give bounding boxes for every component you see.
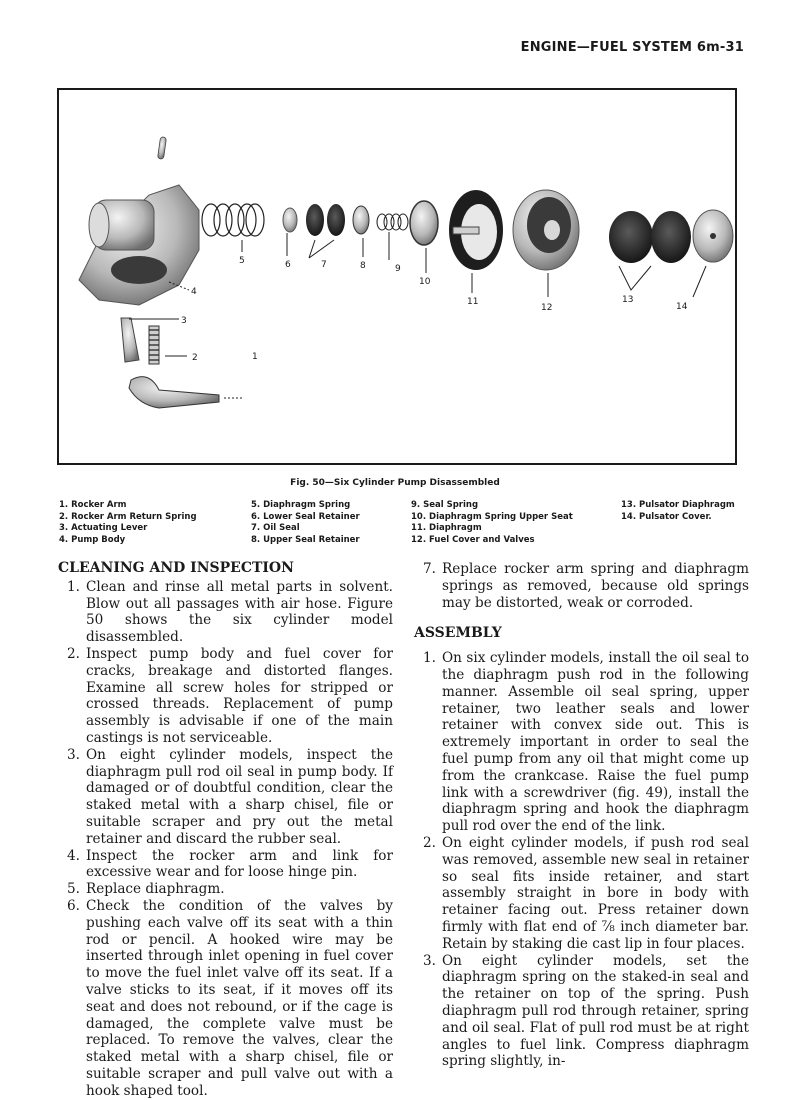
diaphragm-upper-seat-part [410,201,438,245]
legend-item: 8. Upper Seal Retainer [251,534,360,545]
legend-item: 2. Rocker Arm Return Spring [59,511,197,522]
oil-seal-part [306,204,324,236]
callout-10: 10 [419,277,431,287]
cleaning-step [58,848,393,882]
cleaning-step [58,898,393,1100]
step-text: On eight cylinder models, set the diaphragm spring on the staked-in seal and the retainer on top of the spring. Push diaphragm pull rod through retainer, spring and oil seal. Flat of pull rod must be at right angles to fuel link. Compress diaphragm spring slightly, in- [442,952,749,1070]
legend-item: 4. Pump Body [59,534,126,545]
legend-item: 14. Pulsator Cover. [621,511,712,522]
callout-12: 12 [541,303,553,313]
figure-50-frame [57,88,737,465]
callout-13: 13 [622,295,634,305]
callout-5: 5 [239,256,245,266]
right-column [414,561,749,1070]
pulsator-diaphragm-part [651,211,691,263]
figure-legend-col-2 [251,500,360,546]
callout-8: 8 [360,261,366,271]
figure-legend-col-3 [411,500,573,546]
figure-legend-col-1 [59,500,197,546]
callout-9: 9 [395,264,401,274]
legend-item: 9. Seal Spring [411,500,479,510]
step-text: Check the condition of the valves by pushing each valve off its seat with a thin rod or pencil. A hooked wire may be inserted through inlet opening in fuel cover to move the fuel inlet valve off its seat. If a valve sticks to its seat, if it moves off its seat and does not rebound, or if the cage is damaged, the complete valve must be replaced. To remove the valves, clear the staked metal with a sharp chisel, file or suitable scraper and pull valve out with a hook shaped tool. [86,897,393,1099]
cleaning-step [414,561,749,611]
step-number: 7. [423,561,436,577]
cleaning-step [58,747,393,848]
cleaning-step [58,579,393,646]
cleaning-step [58,881,393,898]
actuating-lever-part [121,318,139,362]
diaphragm-spring-part [202,204,264,236]
step-text: Inspect the rocker arm and link for excessive wear and for loose hinge pin. [86,847,393,881]
rocker-arm-part [129,377,219,408]
upper-seal-retainer-part [353,206,369,234]
step-text: On eight cylinder models, if push rod seal was removed, assemble new seal in retainer so seal fits inside retainer, and start assembly straight in bore in body with retainer facing out. Press retainer down firmly with flat end of ⅞ inch diameter bar. Retain by staking die cast lip in four places. [442,834,749,952]
step-number: 6. [67,897,80,914]
step-text: On six cylinder models, install the oil seal to the diaphragm push rod in the following manner. Assemble oil seal spring, upper retainer, two leather seals and lower retainer with convex side out. This is extremely important in order to seal the fuel pump from any oil that might come up from the crankcase. Raise the fuel pump link with a screwdriver (fig. 49), install the diaphragm spring and hook the diaphragm pull rod over the end of the link. [442,650,749,835]
step-text: On eight cylinder models, inspect the diaphragm pull rod oil seal in pump body. If damaged or of doubtful condition, clear the staked metal with a sharp chisel, file or suitable scraper and pry out the metal retainer and discard the rubber seal. [86,746,393,847]
step-number: 2. [67,645,80,662]
legend-item: 3. Actuating Lever [59,523,148,533]
step-text: Replace rocker arm spring and diaphragm springs as removed, because old springs may be distorted, weak or corroded. [442,561,749,611]
assembly-step [414,835,749,953]
callout-14: 14 [676,302,688,312]
callout-2: 2 [192,353,198,363]
callout-3: 3 [181,316,187,326]
callout-6: 6 [285,260,291,270]
callout-1: 1 [252,352,258,362]
page-header: ENGINE—FUEL SYSTEM 6m-31 [520,40,744,55]
section-title-cleaning: CLEANING AND INSPECTION [58,560,294,576]
lower-seal-retainer-part [283,208,297,232]
figure-legend-col-4 [621,500,735,523]
step-number: 2. [423,834,436,851]
step-text: Inspect pump body and fuel cover for cracks, breakage and distorted flanges. Examine all screw holes for stripped or crossed threads. Replacement of pump assembly is advisable if one of the main castings is not serviceable. [86,645,393,746]
callout-11: 11 [467,297,479,307]
hinge-pin-part [157,137,166,160]
legend-item: 10. Diaphragm Spring Upper Seat [411,511,573,522]
step-number: 3. [67,746,80,763]
step-number: 4. [67,847,80,864]
fuel-cover-part [513,190,579,270]
callout-7: 7 [321,260,327,270]
left-column [58,560,393,1100]
step-number: 5. [67,881,80,898]
legend-item: 5. Diaphragm Spring [251,500,351,510]
assembly-step [414,953,749,1071]
step-number: 1. [67,578,80,595]
diaphragm-part [449,190,503,270]
step-number: 1. [423,650,436,667]
return-spring-part [149,326,159,364]
legend-item: 12. Fuel Cover and Valves [411,534,535,545]
section-title-assembly: ASSEMBLY [414,625,502,642]
legend-item: 11. Diaphragm [411,523,482,533]
callout-4: 4 [191,287,197,297]
oil-seal-part [327,204,345,236]
step-text: Clean and rinse all metal parts in solvent. Blow out all passages with air hose. Figure 50 shows the six cylinder model disassembled. [86,578,393,646]
exploded-pump-illustration [59,90,735,463]
seal-spring-part [377,214,408,230]
legend-item: 13. Pulsator Diaphragm [621,500,735,510]
legend-item: 7. Oil Seal [251,523,300,533]
assembly-step [414,650,749,835]
step-number: 3. [423,952,436,969]
cleaning-step [58,646,393,747]
step-text: Replace diaphragm. [86,881,225,898]
pulsator-diaphragm-part [609,211,653,263]
legend-item: 6. Lower Seal Retainer [251,511,360,522]
figure-caption: Fig. 50—Six Cylinder Pump Disassembled [290,478,500,488]
legend-item: 1. Rocker Arm [59,500,127,510]
